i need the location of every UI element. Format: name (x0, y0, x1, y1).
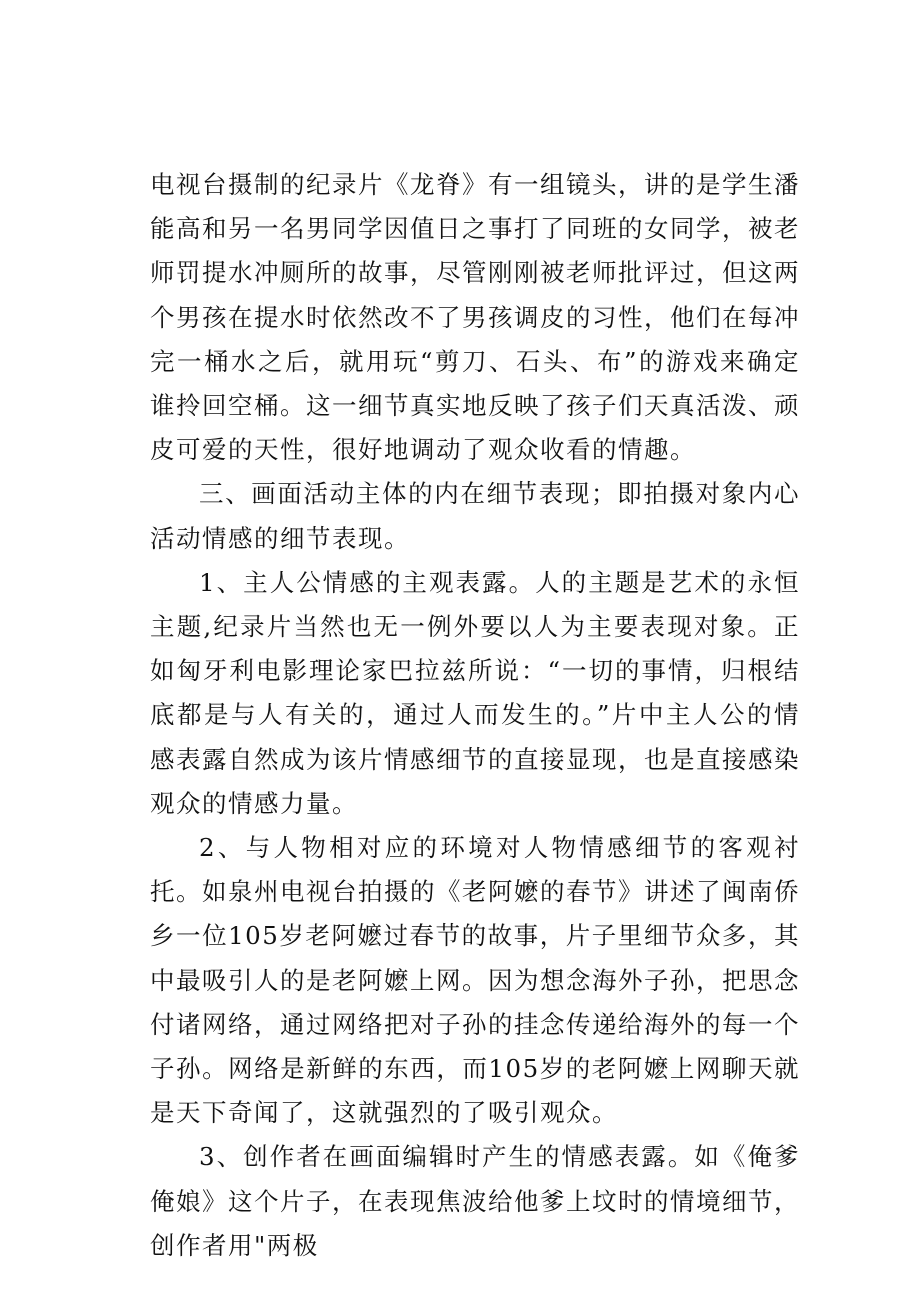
section-heading-paragraph: 三、画面活动主体的内在细节表现；即拍摄对象内心活动情感的细节表现。 (150, 479, 800, 553)
paragraph-continued: 电视台摄制的纪录片《龙脊》有一组镜头，讲的是学生潘能高和另一名男同学因值日之事打了同班的女同学，被老师罚提水冲厕所的故事，尽管刚刚被老师批评过，但这两个男孩在提水时依然改不了男孩调皮的习性，他们在每冲完一桶水之后，就用玩“剪刀、石头、布”的游戏来确定谁拎回空桶。这一细节真实地反映了孩子们天真活泼、顽皮可爱的天性，很好地调动了观众收看的情趣。 (150, 170, 800, 465)
body-text (150, 163, 800, 1268)
paragraph-point-2: 2、与人物相对应的环境对人物情感细节的客观衬托。如泉州电视台拍摄的《老阿嬷的春节》讲述了闽南侨乡一位105岁老阿嬷过春节的故事，片子里细节众多，其中最吸引人的是老阿嬷上网。因为想念海外子孙，把思念付诸网络，通过网络把对子孙的挂念传递给海外的每一个子孙。网络是新鲜的东西，而105岁的老阿嬷上网聊天就是天下奇闻了，这就强烈的了吸引观众。 (150, 833, 800, 1128)
paragraph-point-1: 1、主人公情感的主观表露。人的主题是艺术的永恒主题,纪录片当然也无一例外要以人为主要表现对象。正如匈牙利电影理论家巴拉兹所说：“一切的事情，归根结底都是与人有关的，通过人而发生的。”片中主人公的情感表露自然成为该片情感细节的直接显现，也是直接感染观众的情感力量。 (150, 567, 800, 818)
paragraph-point-3: 3、创作者在画面编辑时产生的情感表露。如《俺爹俺娘》这个片子，在表现焦波给他爹上坟时的情境细节，创作者用"两极 (150, 1142, 800, 1260)
